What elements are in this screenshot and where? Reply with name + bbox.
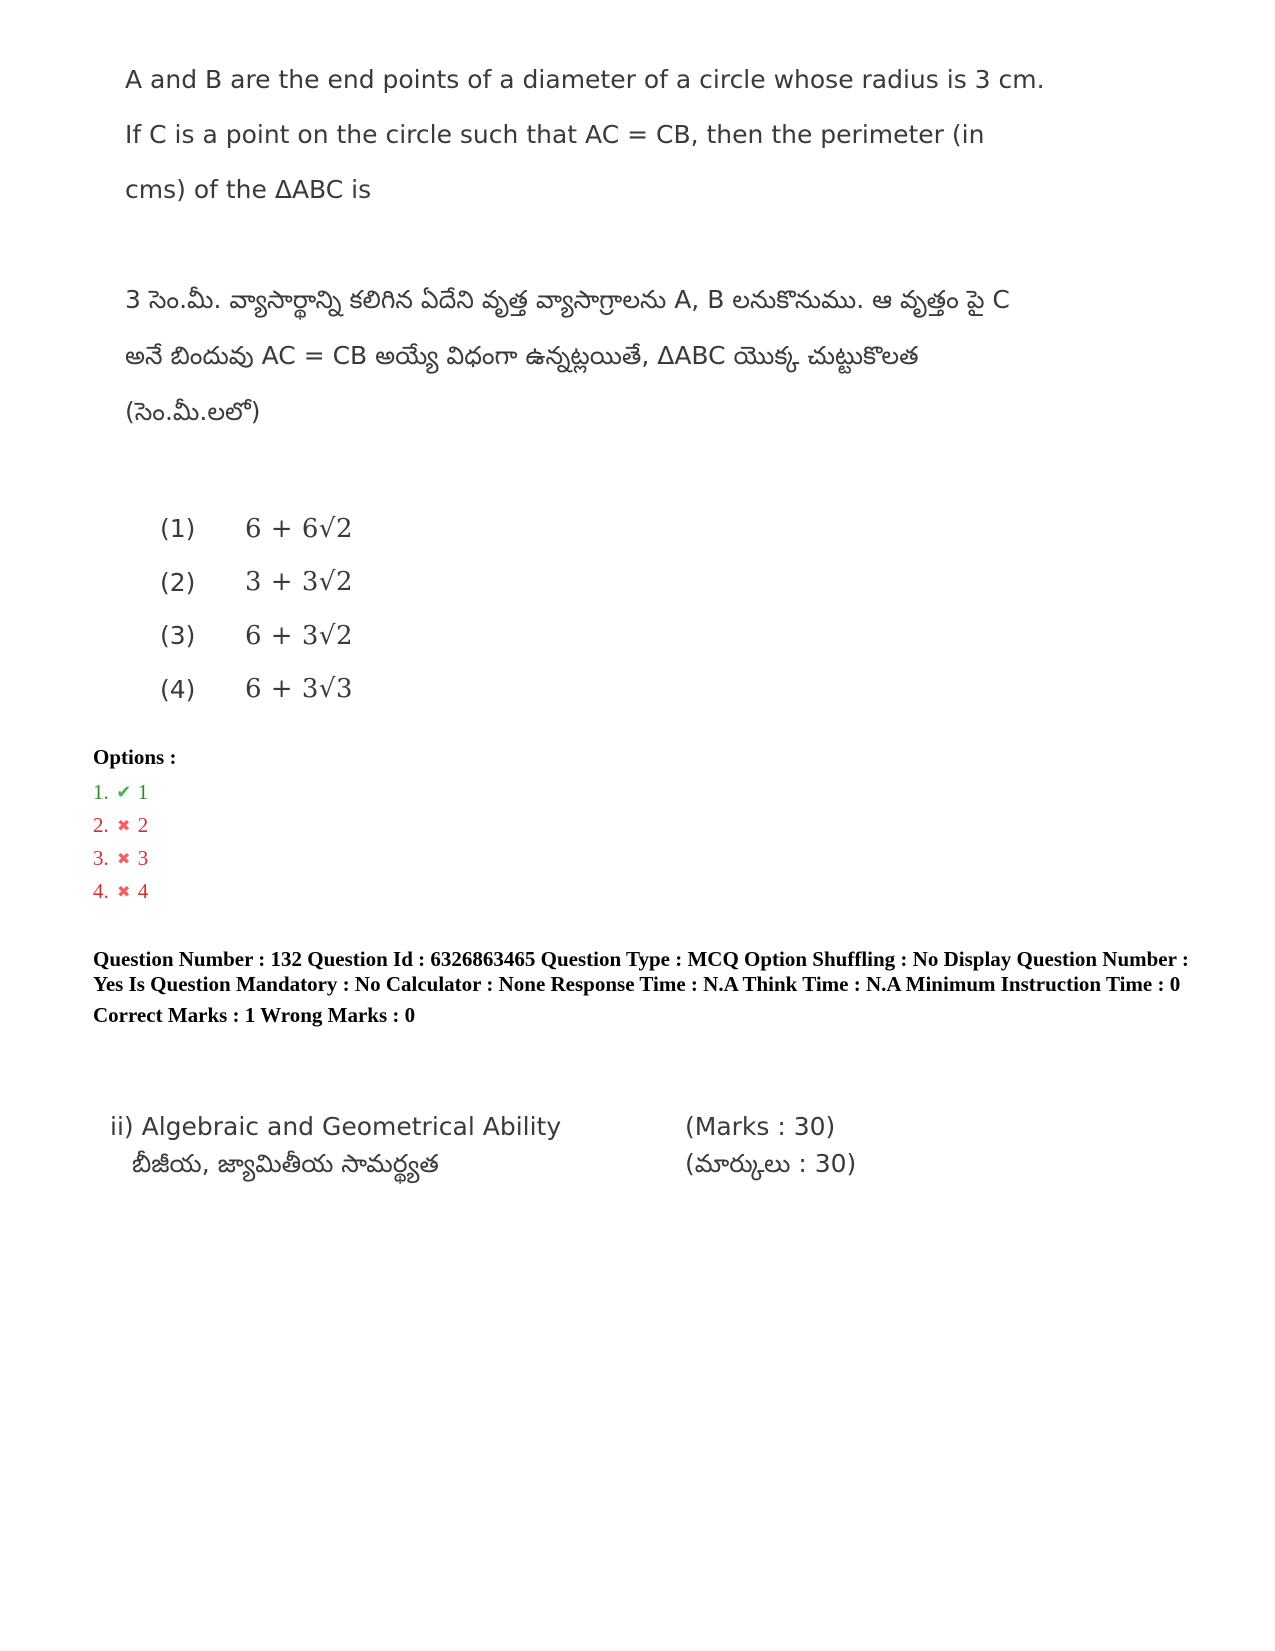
options-block bbox=[93, 745, 176, 908]
section-row-english bbox=[110, 1108, 856, 1145]
choice-number: (2) bbox=[160, 567, 196, 597]
choice-1 bbox=[160, 502, 353, 556]
option-4 bbox=[93, 875, 176, 908]
choice-3 bbox=[160, 609, 353, 663]
option-prefix: 1. bbox=[93, 780, 109, 804]
cross-icon: ✖ bbox=[117, 883, 131, 901]
question-text-english: A and B are the end points of a diameter of a circle whose radius is 3 cm. If C is a point on the circle such that AC = CB, then the perimeter (in cms) of the ΔABC is bbox=[125, 65, 1045, 204]
choice-4 bbox=[160, 663, 353, 717]
options-title: Options : bbox=[93, 745, 177, 769]
option-prefix: 4. bbox=[93, 879, 109, 903]
question-text-telugu: 3 సెం.మీ. వ్యాసార్థాన్ని కలిగిన ఏదేని వృత్త వ్యాసాగ్రాలను A, B లనుకొనుము. ఆ వృత్తం పై C అనే బిందువు AC = CB అయ్యే విధంగా ఉన్నట్లయితే, ΔABC యొక్క చుట్టుకొలత (సెం.మీ.లలో) bbox=[125, 285, 1010, 426]
option-value: 1 bbox=[137, 780, 149, 804]
option-1 bbox=[93, 776, 176, 809]
answer-choices bbox=[160, 502, 353, 716]
question-marks: Correct Marks : 1 Wrong Marks : 0 bbox=[93, 1003, 416, 1027]
section-marks-telugu: (మార్కులు : 30) bbox=[685, 1149, 857, 1178]
cross-icon: ✖ bbox=[117, 817, 131, 835]
section-title-english: ii) Algebraic and Geometrical Ability bbox=[110, 1112, 562, 1141]
cross-icon: ✖ bbox=[117, 850, 131, 868]
choice-number: (3) bbox=[160, 621, 196, 651]
choice-number: (1) bbox=[160, 514, 196, 544]
option-prefix: 3. bbox=[93, 846, 109, 870]
option-2 bbox=[93, 809, 176, 842]
section-row-telugu bbox=[110, 1145, 856, 1182]
question-metadata bbox=[93, 947, 1203, 1028]
question-details: Question Number : 132 Question Id : 6326863465 Question Type : MCQ Option Shuffling : No Display Question Number : Yes Is Question Mandatory : No Calculator : None Response Time : N.A Think Time : N.A Minimum Instruction Time : 0 bbox=[93, 947, 1189, 996]
check-icon: ✔ bbox=[116, 782, 132, 802]
option-value: 4 bbox=[137, 879, 149, 903]
section-header bbox=[110, 1108, 856, 1182]
option-value: 2 bbox=[137, 813, 149, 837]
choice-expression: 6 + 3√2 bbox=[245, 620, 354, 651]
option-3 bbox=[93, 842, 176, 875]
option-prefix: 2. bbox=[93, 813, 109, 837]
choice-expression: 3 + 3√2 bbox=[245, 567, 354, 598]
choice-expression: 6 + 6√2 bbox=[245, 513, 354, 544]
section-title-telugu: బీజీయ, జ్యామితీయ సామర్థ్యత bbox=[132, 1149, 439, 1178]
choice-2 bbox=[160, 556, 353, 610]
section-marks-english: (Marks : 30) bbox=[685, 1112, 836, 1141]
option-value: 3 bbox=[137, 846, 149, 870]
choice-number: (4) bbox=[160, 674, 196, 704]
choice-expression: 6 + 3√3 bbox=[245, 674, 354, 705]
